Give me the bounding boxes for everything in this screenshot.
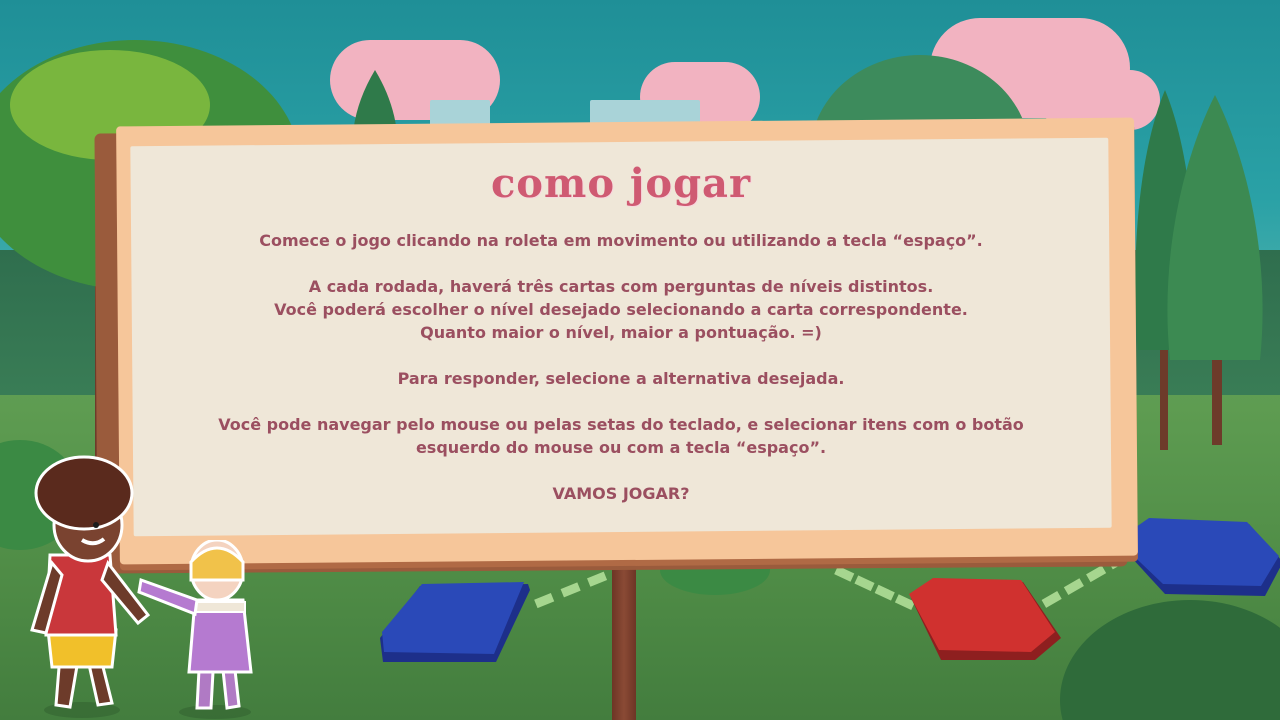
instruction-navigation-2: esquerdo do mouse ou com a tecla “espaço”. [415, 438, 827, 457]
blue-hexagon-tile [1115, 518, 1280, 598]
instructions-panel [132, 150, 1110, 530]
instruction-navigation: Você pode navegar pelo mouse ou pelas setas do teclado, e selecionar itens com o botão [218, 415, 1024, 434]
instruction-answer: Para responder, selecione a alternativa desejada. [397, 369, 845, 388]
pine-tree [1160, 95, 1270, 445]
instruction-cards: A cada rodada, haverá três cartas com perguntas de níveis distintos. [308, 277, 934, 296]
red-hexagon-tile [905, 578, 1065, 663]
instruction-level: Você poderá escolher o nível desejado selecionando a carta correspondente. [274, 300, 968, 319]
instruction-score: Quanto maior o nível, maior a pontuação. =) [420, 323, 822, 342]
instruction-start: Comece o jogo clicando na roleta em movimento ou utilizando a tecla “espaço”. [259, 231, 983, 250]
girl-character [135, 540, 260, 720]
how-to-play-title: como jogar [490, 160, 752, 207]
lets-play-prompt[interactable]: VAMOS JOGAR? [552, 484, 690, 503]
blue-hexagon-tile [378, 580, 538, 665]
